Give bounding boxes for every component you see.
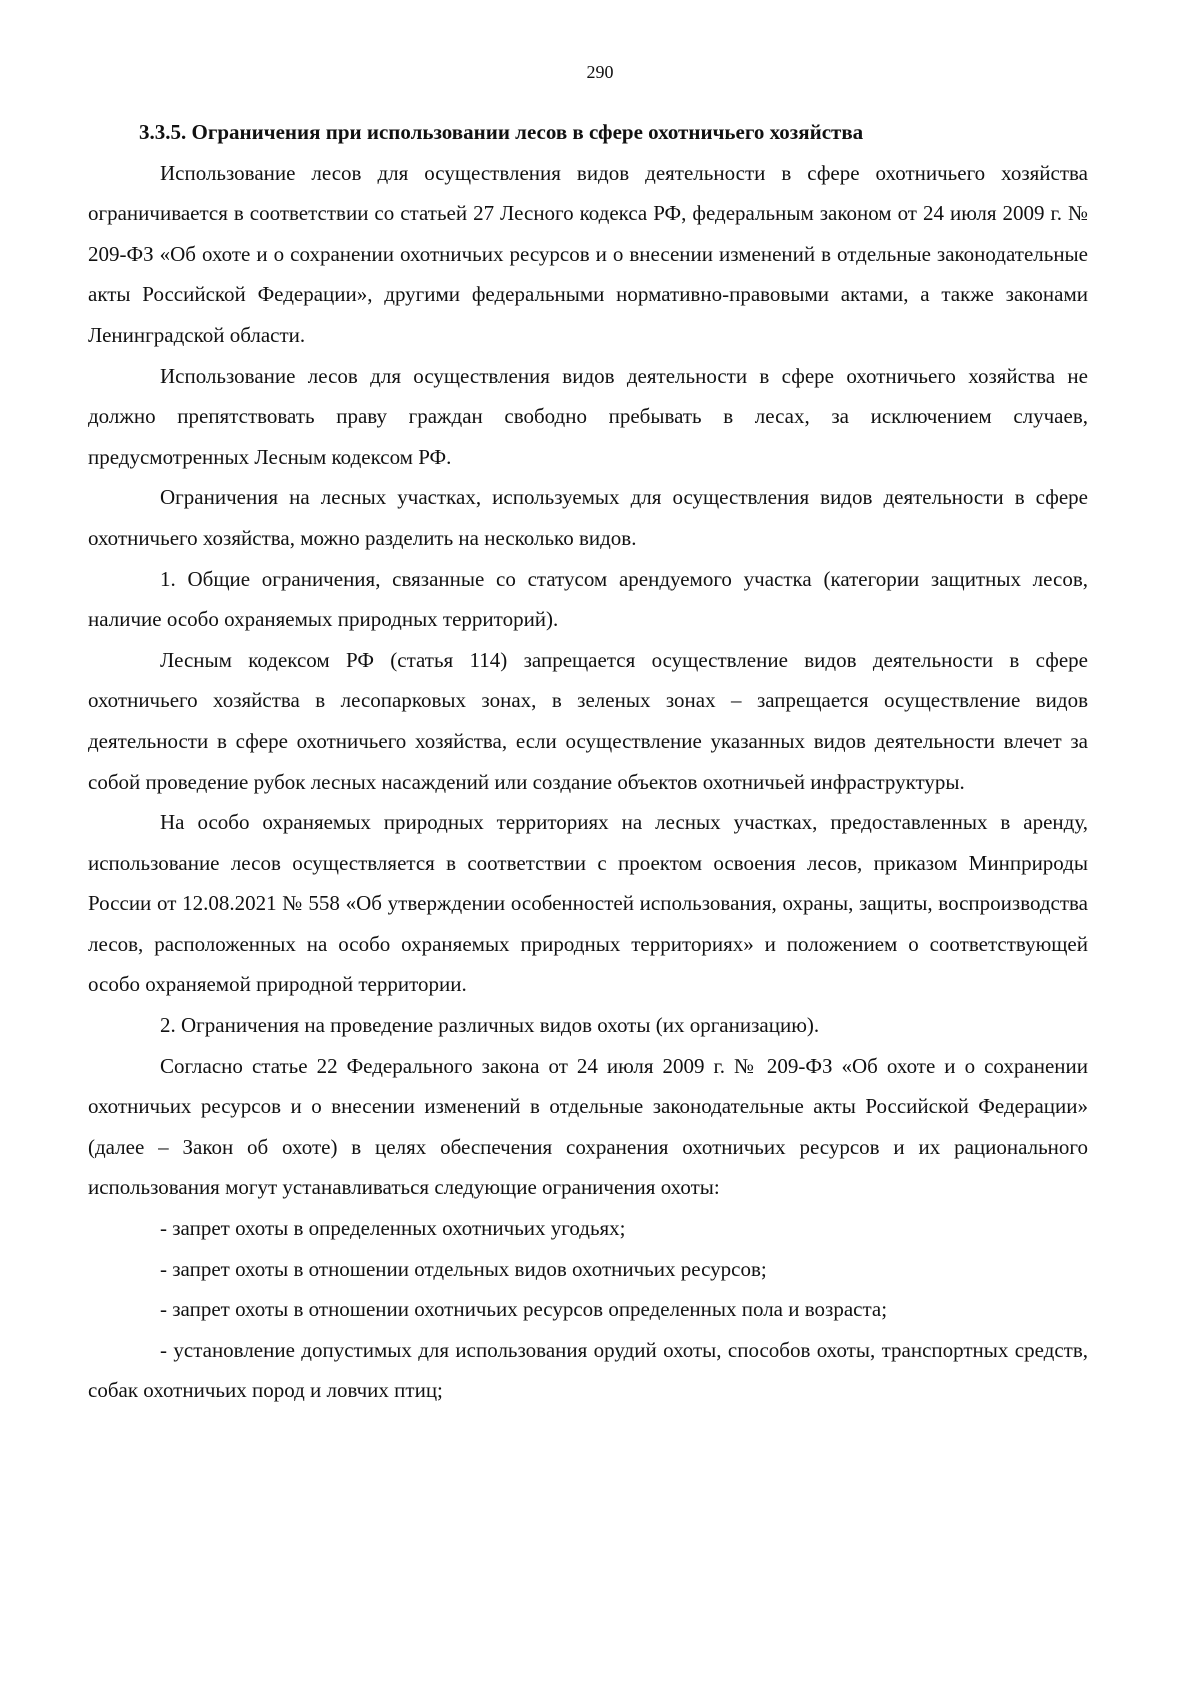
paragraph-free-access: Использование лесов для осуществления видов деятельности в сфере охотничьего хозяйства не должно препятствовать праву граждан свободно пребывать в лесах, за исключением случаев, предусмотренных Лесным кодексом РФ. (88, 363, 1088, 469)
page-number: 290 (586, 62, 614, 82)
paragraph-article-22: Согласно статье 22 Федерального закона от 24 июля 2009 г. № 209-ФЗ «Об охоте и о сохранении охотничьих ресурсов и о внесении изменений в отдельные законодательные акты Российской Федерации» (далее – Закон об охоте) в целях обеспечения сохранения охотничьих ресурсов и их рационального использования могут устанавливаться следующие ограничения охоты: (88, 1053, 1088, 1200)
paragraph-legal-basis: Использование лесов для осуществления видов деятельности в сфере охотничьего хозяйства ограничивается в соответствии со статьей 27 Лесного кодекса РФ, федеральным законом от 24 июля 2009 г. № 209-ФЗ «Об охоте и о сохранении охотничьих ресурсов и о внесении изменений в отдельные законодательные акты Российской Федерации», другими федеральными нормативно-правовыми актами, а также законами Ленинградской области. (88, 160, 1088, 347)
list-item: - запрет охоты в отношении отдельных видов охотничьих ресурсов; (160, 1256, 767, 1281)
list-item: - запрет охоты в отношении охотничьих ресурсов определенных пола и возраста; (160, 1297, 888, 1322)
list-item: - установление допустимых для использования орудий охоты, способов охоты, транспортных средств, собак охотничьих пород и ловчих птиц; (88, 1337, 1088, 1403)
list-item: - запрет охоты в определенных охотничьих угодьях; (160, 1216, 626, 1241)
paragraph-forest-code-114: Лесным кодексом РФ (статья 114) запрещается осуществление видов деятельности в сфере охотничьего хозяйства в лесопарковых зонах, в зеленых зонах – запрещается осуществление видов деятельности в сфере охотничьего хозяйства, если осуществление указанных видов деятельности влечет за собой проведение рубок лесных насаждений или создание объектов охотничьей инфраструктуры. (88, 647, 1088, 794)
paragraph-restriction-types: Ограничения на лесных участках, используемых для осуществления видов деятельности в сфере охотничьего хозяйства, можно разделить на несколько видов. (88, 485, 1088, 550)
paragraph-hunting-restrictions: 2. Ограничения на проведение различных видов охоты (их организацию). (160, 1013, 820, 1038)
paragraph-protected-areas: На особо охраняемых природных территориях на лесных участках, предоставленных в аренду, использование лесов осуществляется в соответствии с проектом освоения лесов, приказом Минприроды России от 12.08.2021 № 558 «Об утверждении особенностей использования, охраны, защиты, воспроизводства лесов, расположенных на особо охраняемых природных территориях» и положением о соответствующей особо охраняемой природной территории. (88, 810, 1088, 997)
document-body (88, 112, 1088, 1411)
section-heading: 3.3.5. Ограничения при использовании лесов в сфере охотничьего хозяйства (139, 120, 864, 144)
paragraph-general-restrictions: 1. Общие ограничения, связанные со статусом арендуемого участка (категории защитных лесов, наличие особо охраняемых природных территорий). (88, 566, 1088, 632)
